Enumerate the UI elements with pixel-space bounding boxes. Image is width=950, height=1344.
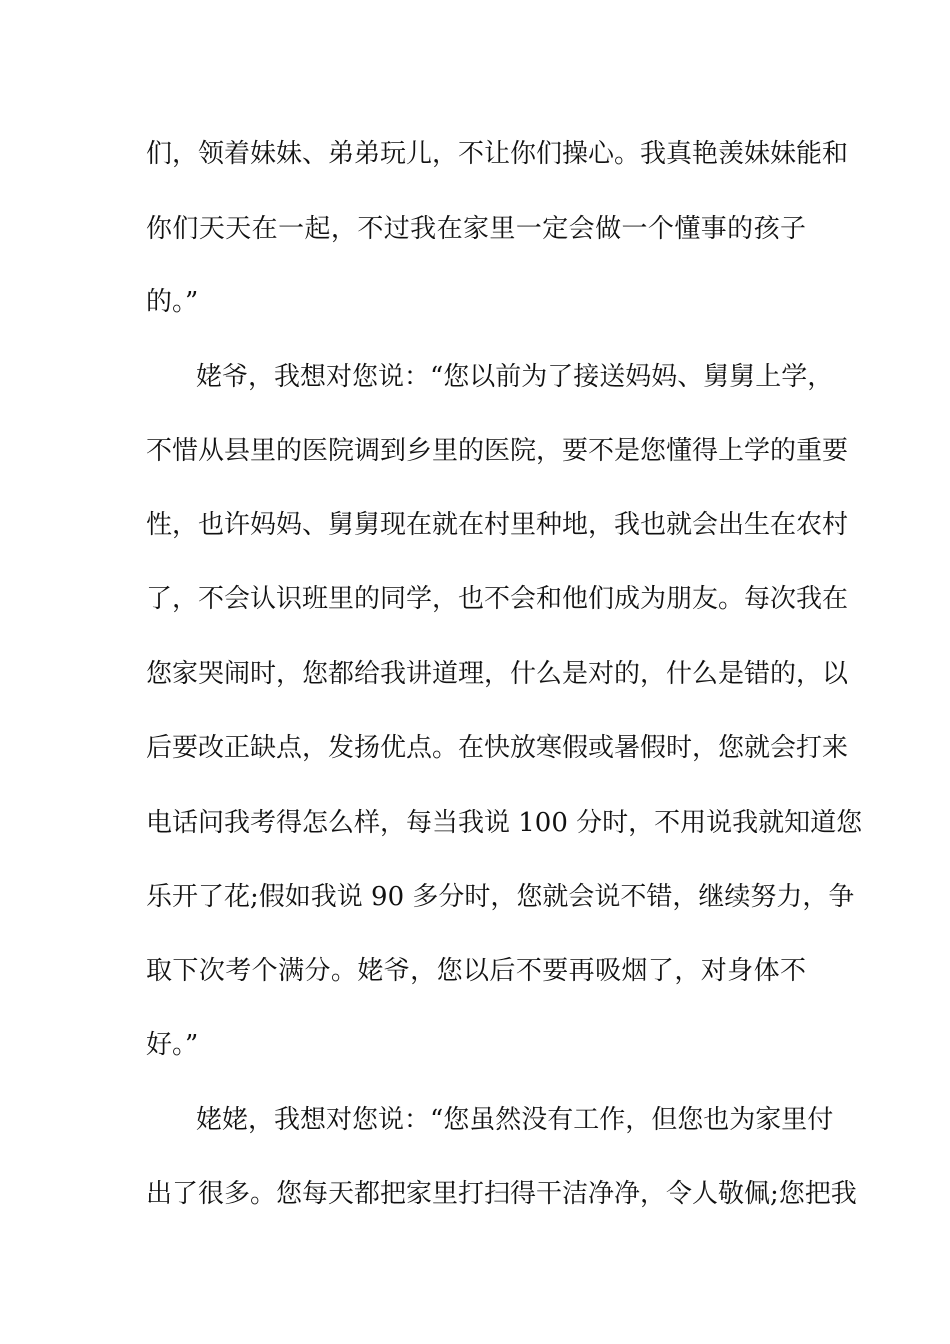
text-line: 的。” [146,287,199,317]
text-line: 们，领着妹妹、弟弟玩儿，不让你们操心。我真艳羡妹妹能和 [146,139,849,169]
text-line: 后要改正缺点，发扬优点。在快放寒假或暑假时，您就会打来 [146,733,849,763]
text-line: 取下次考个满分。姥爷，您以后不要再吸烟了，对身体不 [146,956,806,986]
text-line: 出了很多。您每天都把家里打扫得干洁净净，令人敬佩;您把我 [146,1179,857,1209]
text-line: 您家哭闹时，您都给我讲道理，什么是对的，什么是错的，以 [146,659,849,689]
paragraph-start-line: 姥爷，我想对您说：“您以前为了接送妈妈、舅舅上学， [196,362,834,392]
text-line: 了，不会认识班里的同学，也不会和他们成为朋友。每次我在 [146,584,849,614]
text-line: 乐开了花;假如我说 90 多分时，您就会说不错，继续努力，争 [146,882,855,912]
text-line: 电话问我考得怎么样，每当我说 100 分时，不用说我就知道您 [146,808,863,838]
paragraph-start-line: 姥姥，我想对您说：“您虽然没有工作，但您也为家里付 [196,1105,834,1135]
text-line: 好。” [146,1030,199,1060]
text-line: 不惜从县里的医院调到乡里的医院，要不是您懂得上学的重要 [146,436,849,466]
text-line: 你们天天在一起，不过我在家里一定会做一个懂事的孩子 [146,214,806,244]
text-line: 性，也许妈妈、舅舅现在就在村里种地，我也就会出生在农村 [146,510,849,540]
